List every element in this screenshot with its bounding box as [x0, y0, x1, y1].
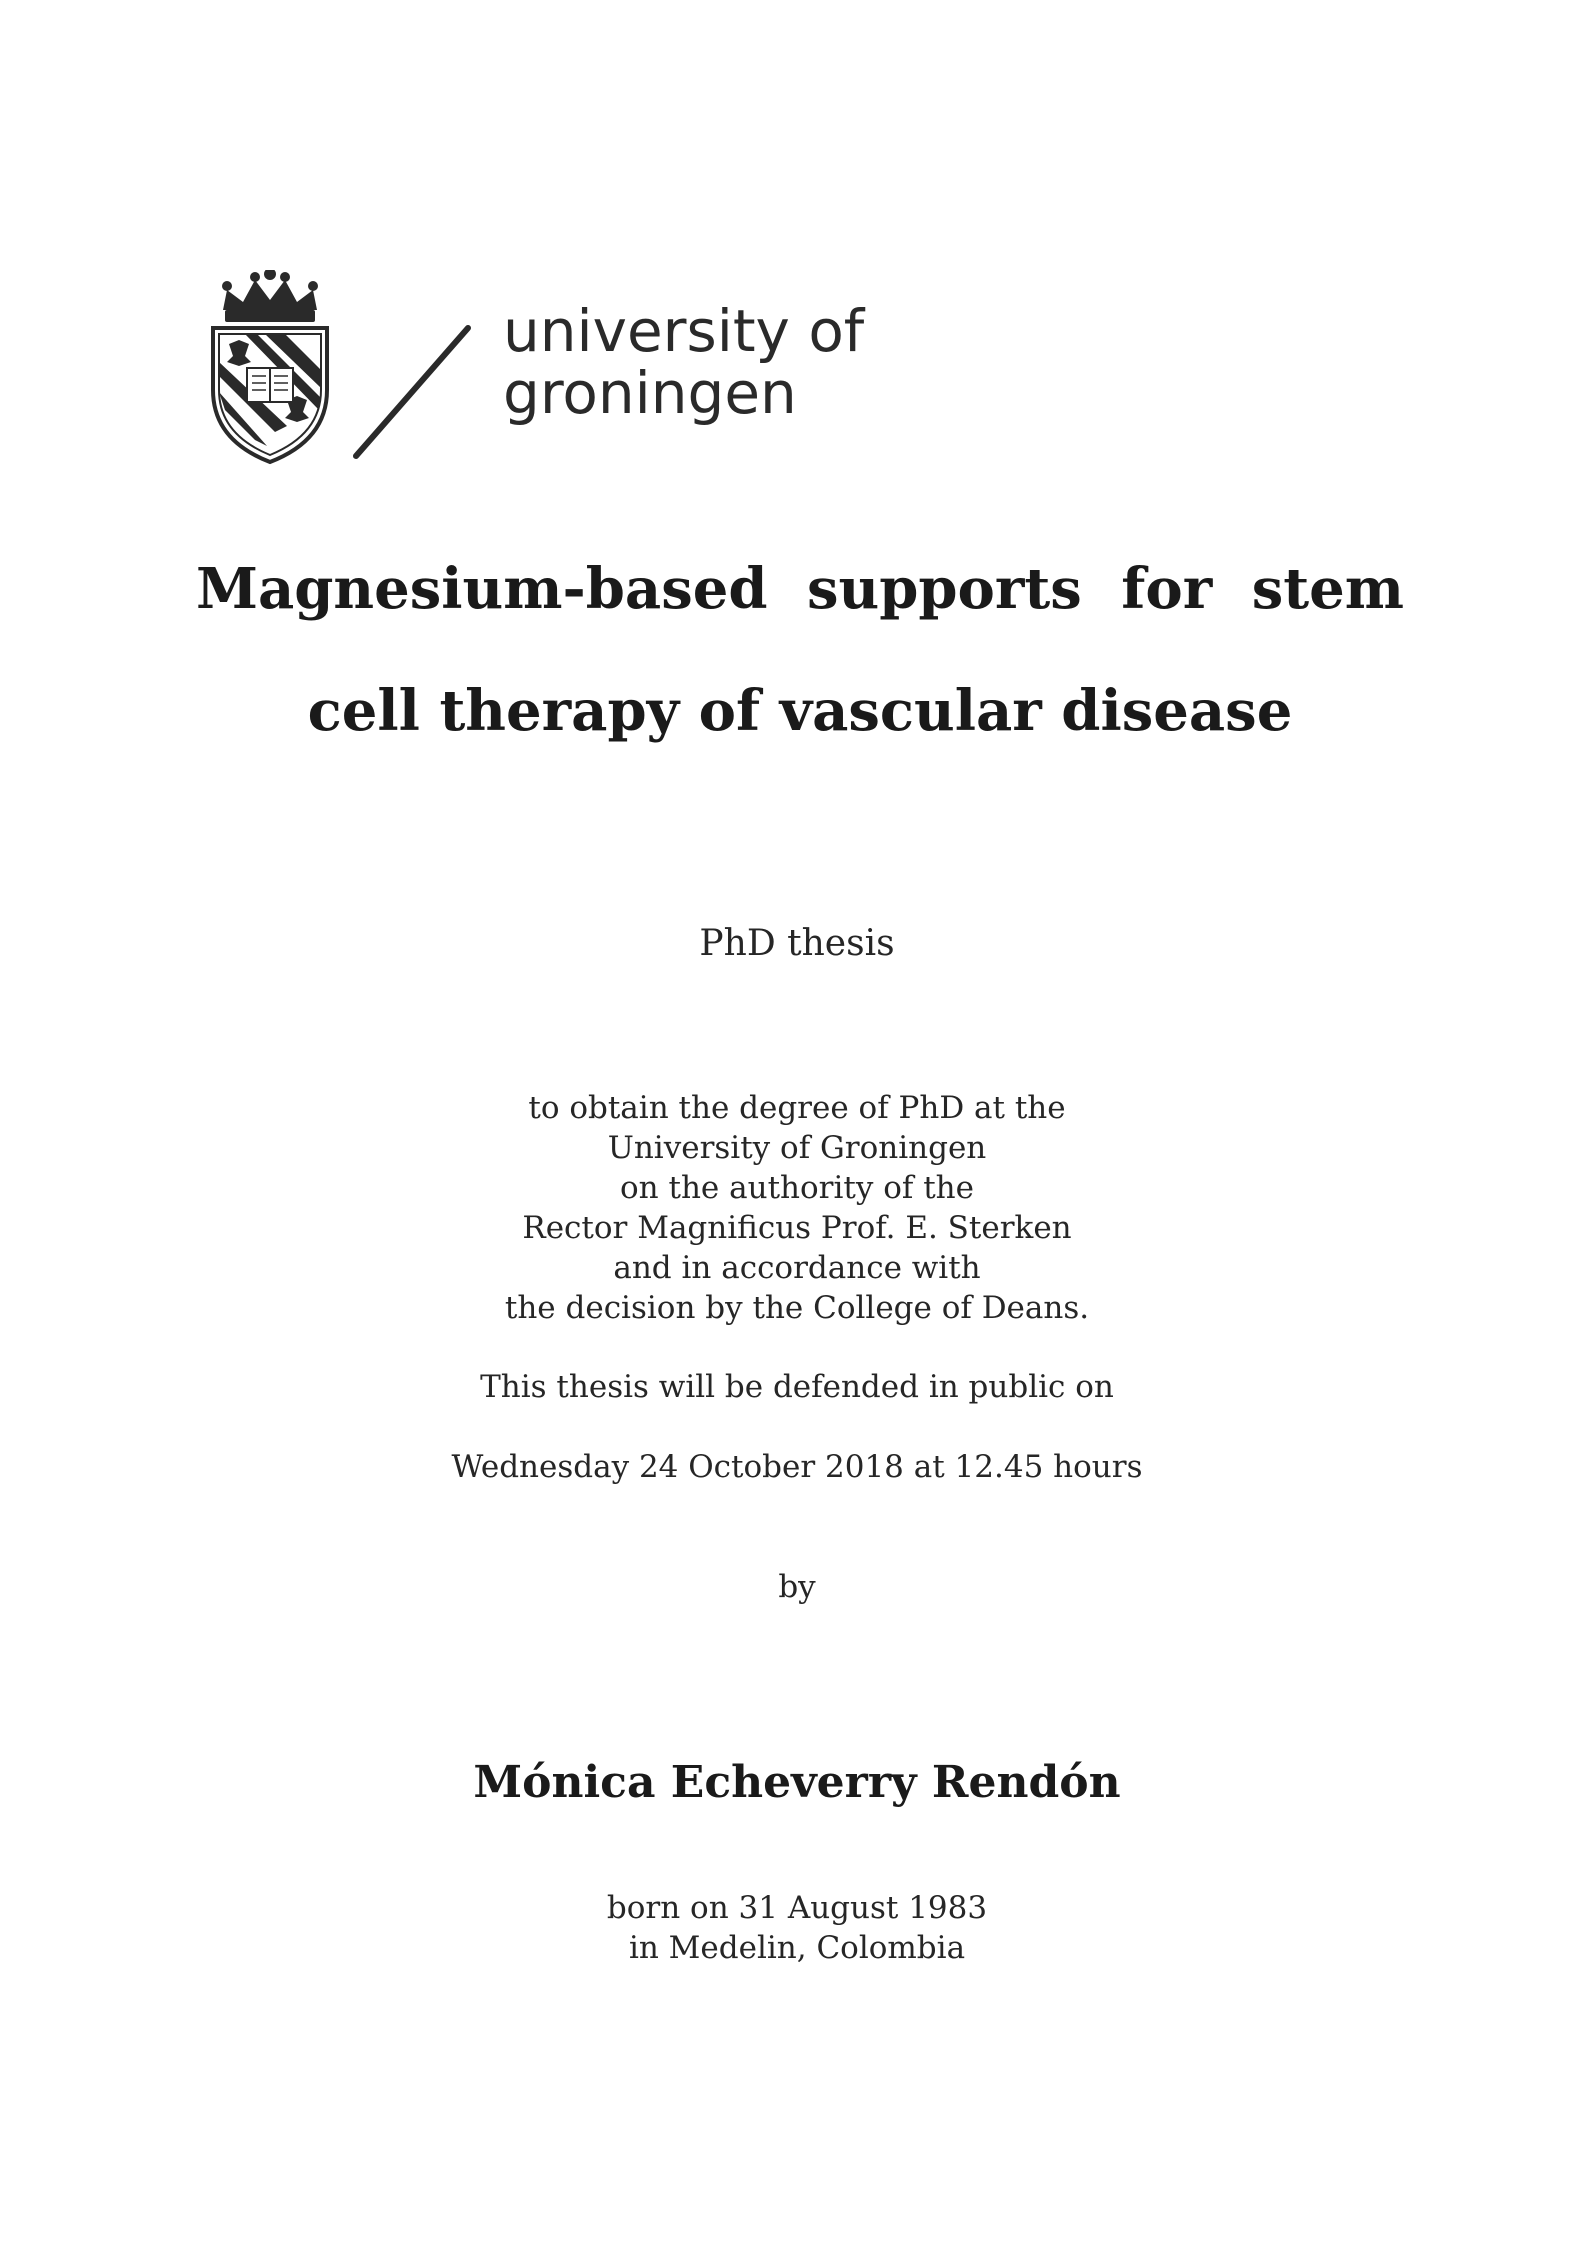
university-wordmark	[503, 297, 865, 427]
author-birth-info	[0, 1888, 1594, 1968]
degree-statement-line: University of Groningen	[607, 1130, 987, 1166]
degree-statement-line: the decision by the College of Deans.	[504, 1290, 1090, 1326]
wordmark-line-1: university of	[503, 297, 865, 365]
thesis-type: PhD thesis	[699, 923, 895, 964]
logo-slash-icon	[350, 322, 475, 462]
university-seal-icon	[205, 270, 335, 465]
birth-place: in Medelin, Colombia	[628, 1930, 966, 1966]
by-label: by	[778, 1569, 816, 1605]
degree-statement-line: on the authority of the	[620, 1170, 974, 1206]
wordmark-line-2: groningen	[503, 359, 797, 427]
birth-date: born on 31 August 1983	[606, 1890, 988, 1926]
thesis-title	[190, 528, 1410, 772]
defense-date: Wednesday 24 October 2018 at 12.45 hours	[451, 1449, 1143, 1485]
defense-intro: This thesis will be defended in public on	[480, 1369, 1114, 1405]
degree-statement	[0, 1088, 1594, 1328]
degree-statement-line: and in accordance with	[613, 1250, 981, 1286]
degree-statement-line: Rector Magnificus Prof. E. Sterken	[522, 1210, 1072, 1246]
thesis-title-line-1: Magnesium-based supports for stem	[195, 556, 1405, 622]
author-name: Mónica Echeverry Rendón	[473, 1757, 1121, 1808]
thesis-title-line-2: cell therapy of vascular disease	[307, 678, 1293, 744]
degree-statement-line: to obtain the degree of PhD at the	[528, 1090, 1066, 1126]
